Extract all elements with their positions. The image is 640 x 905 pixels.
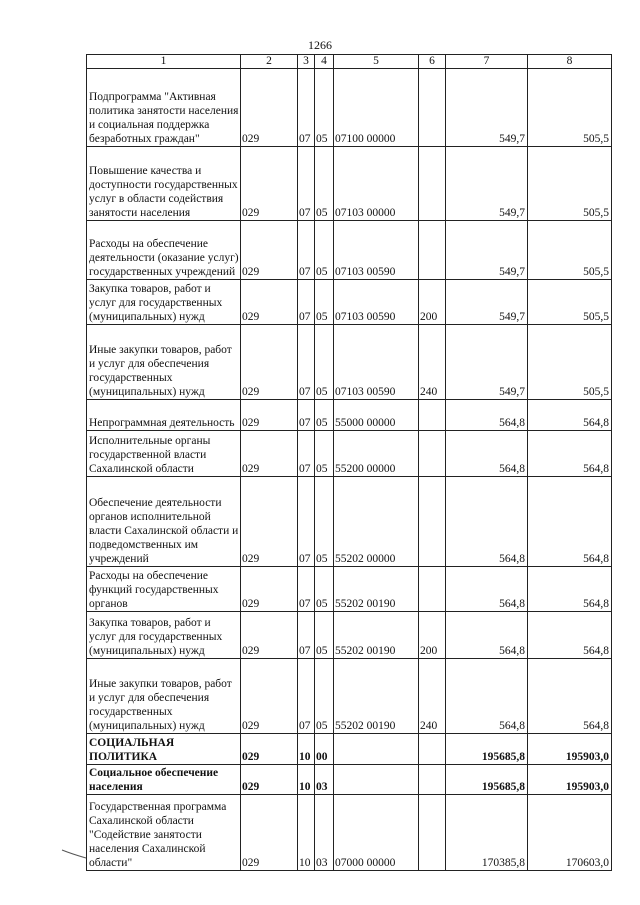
row-subsection: 05: [315, 147, 334, 221]
row-amount-year1: 564,8: [446, 400, 528, 431]
row-amount-year2: 170603,0: [528, 795, 612, 871]
row-amount-year2: 505,5: [528, 280, 612, 325]
row-subsection: 03: [315, 795, 334, 871]
column-header-1: 1: [87, 55, 241, 69]
pen-mark: [60, 848, 88, 860]
row-expense-type: 200: [419, 612, 446, 659]
row-name: Закупка товаров, работ и услуг для государственных (муниципальных) нужд: [87, 612, 241, 659]
row-target-article: 55000 00000: [334, 400, 419, 431]
row-amount-year2: 564,8: [528, 477, 612, 567]
table-row: [87, 795, 612, 871]
row-expense-type: [419, 567, 446, 612]
row-name: Непрограммная деятельность: [87, 400, 241, 431]
row-expense-type: [419, 734, 446, 765]
row-amount-year2: 564,8: [528, 431, 612, 477]
table-row: [87, 69, 612, 147]
row-amount-year1: 564,8: [446, 659, 528, 734]
row-expense-type: 240: [419, 325, 446, 400]
table-header: [87, 55, 612, 69]
row-name: Государственная программа Сахалинской области "Содействие занятости населения Сахалинской области": [87, 795, 241, 871]
row-grbs-code: 029: [241, 325, 298, 400]
row-amount-year1: 195685,8: [446, 765, 528, 795]
row-expense-type: [419, 400, 446, 431]
row-name: Исполнительные органы государственной власти Сахалинской области: [87, 431, 241, 477]
row-section: 07: [298, 69, 315, 147]
row-subsection: 00: [315, 734, 334, 765]
column-header-7: 7: [446, 55, 528, 69]
row-target-article: 07103 00000: [334, 147, 419, 221]
column-header-5: 5: [334, 55, 419, 69]
row-subsection: 05: [315, 431, 334, 477]
row-section: 07: [298, 280, 315, 325]
row-target-article: 55202 00190: [334, 612, 419, 659]
row-amount-year1: 564,8: [446, 431, 528, 477]
row-amount-year1: 549,7: [446, 280, 528, 325]
row-amount-year2: 195903,0: [528, 765, 612, 795]
row-amount-year1: 549,7: [446, 325, 528, 400]
row-target-article: 07100 00000: [334, 69, 419, 147]
row-name: Повышение качества и доступности государственных услуг в области содействия занятости населения: [87, 147, 241, 221]
row-section: 07: [298, 400, 315, 431]
row-grbs-code: 029: [241, 795, 298, 871]
row-section: 07: [298, 567, 315, 612]
row-amount-year2: 505,5: [528, 221, 612, 280]
table-body: [87, 69, 612, 871]
row-target-article: 07103 00590: [334, 280, 419, 325]
row-grbs-code: 029: [241, 765, 298, 795]
row-amount-year1: 564,8: [446, 567, 528, 612]
row-target-article: 55202 00000: [334, 477, 419, 567]
row-grbs-code: 029: [241, 280, 298, 325]
row-amount-year1: 549,7: [446, 221, 528, 280]
table-row: [87, 734, 612, 765]
table-row: [87, 567, 612, 612]
row-subsection: 05: [315, 612, 334, 659]
row-name: Социальное обеспечение населения: [87, 765, 241, 795]
row-amount-year2: 564,8: [528, 400, 612, 431]
row-target-article: 55202 00190: [334, 567, 419, 612]
table-row: [87, 400, 612, 431]
row-subsection: 05: [315, 477, 334, 567]
row-target-article: [334, 734, 419, 765]
table-row: [87, 765, 612, 795]
row-amount-year1: 564,8: [446, 477, 528, 567]
row-amount-year1: 170385,8: [446, 795, 528, 871]
row-target-article: 55200 00000: [334, 431, 419, 477]
row-expense-type: [419, 765, 446, 795]
row-amount-year2: 505,5: [528, 69, 612, 147]
row-grbs-code: 029: [241, 221, 298, 280]
row-section: 07: [298, 221, 315, 280]
table-row: [87, 280, 612, 325]
row-section: 10: [298, 765, 315, 795]
row-amount-year1: 195685,8: [446, 734, 528, 765]
row-name: Подпрограмма "Активная политика занятости населения и социальная поддержка безработных граждан": [87, 69, 241, 147]
row-section: 07: [298, 477, 315, 567]
column-header-2: 2: [241, 55, 298, 69]
row-expense-type: [419, 147, 446, 221]
page-number: 1266: [308, 38, 332, 52]
row-section: 07: [298, 147, 315, 221]
row-expense-type: 200: [419, 280, 446, 325]
row-section: 07: [298, 612, 315, 659]
row-name: Иные закупки товаров, работ и услуг для обеспечения государственных (муниципальных) нужд: [87, 659, 241, 734]
row-section: 07: [298, 659, 315, 734]
row-expense-type: [419, 431, 446, 477]
row-name: Обеспечение деятельности органов исполнительной власти Сахалинской области и подведомственных им учреждений: [87, 477, 241, 567]
row-grbs-code: 029: [241, 612, 298, 659]
row-grbs-code: 029: [241, 477, 298, 567]
row-grbs-code: 029: [241, 431, 298, 477]
table-row: [87, 612, 612, 659]
table-row: [87, 221, 612, 280]
row-subsection: 05: [315, 400, 334, 431]
row-name: СОЦИАЛЬНАЯ ПОЛИТИКА: [87, 734, 241, 765]
row-grbs-code: 029: [241, 69, 298, 147]
row-subsection: 05: [315, 567, 334, 612]
table-row: [87, 147, 612, 221]
row-subsection: 05: [315, 280, 334, 325]
row-subsection: 05: [315, 69, 334, 147]
row-subsection: 05: [315, 221, 334, 280]
column-header-3: 3: [298, 55, 315, 69]
row-amount-year1: 564,8: [446, 612, 528, 659]
row-section: 07: [298, 431, 315, 477]
column-header-6: 6: [419, 55, 446, 69]
row-subsection: 05: [315, 659, 334, 734]
row-name: Расходы на обеспечение функций государственных органов: [87, 567, 241, 612]
row-target-article: 07000 00000: [334, 795, 419, 871]
row-amount-year2: 505,5: [528, 147, 612, 221]
row-target-article: 07103 00590: [334, 325, 419, 400]
table-row: [87, 477, 612, 567]
row-grbs-code: 029: [241, 567, 298, 612]
row-target-article: [334, 765, 419, 795]
row-subsection: 05: [315, 325, 334, 400]
row-amount-year2: 505,5: [528, 325, 612, 400]
row-expense-type: [419, 221, 446, 280]
table-row: [87, 659, 612, 734]
row-name: Закупка товаров, работ и услуг для государственных (муниципальных) нужд: [87, 280, 241, 325]
row-target-article: 07103 00590: [334, 221, 419, 280]
row-name: Расходы на обеспечение деятельности (оказание услуг) государственных учреждений: [87, 221, 241, 280]
row-amount-year2: 564,8: [528, 659, 612, 734]
row-target-article: 55202 00190: [334, 659, 419, 734]
row-expense-type: 240: [419, 659, 446, 734]
column-header-4: 4: [315, 55, 334, 69]
table-row: [87, 325, 612, 400]
table-row: [87, 431, 612, 477]
row-expense-type: [419, 69, 446, 147]
row-expense-type: [419, 477, 446, 567]
column-header-8: 8: [528, 55, 612, 69]
row-amount-year1: 549,7: [446, 147, 528, 221]
row-section: 10: [298, 734, 315, 765]
row-amount-year2: 564,8: [528, 612, 612, 659]
row-grbs-code: 029: [241, 659, 298, 734]
row-grbs-code: 029: [241, 147, 298, 221]
row-amount-year1: 549,7: [446, 69, 528, 147]
budget-table: [86, 54, 612, 871]
row-section: 07: [298, 325, 315, 400]
row-grbs-code: 029: [241, 400, 298, 431]
row-amount-year2: 564,8: [528, 567, 612, 612]
row-grbs-code: 029: [241, 734, 298, 765]
row-section: 10: [298, 795, 315, 871]
row-amount-year2: 195903,0: [528, 734, 612, 765]
row-subsection: 03: [315, 765, 334, 795]
row-expense-type: [419, 795, 446, 871]
row-name: Иные закупки товаров, работ и услуг для обеспечения государственных (муниципальных) нужд: [87, 325, 241, 400]
